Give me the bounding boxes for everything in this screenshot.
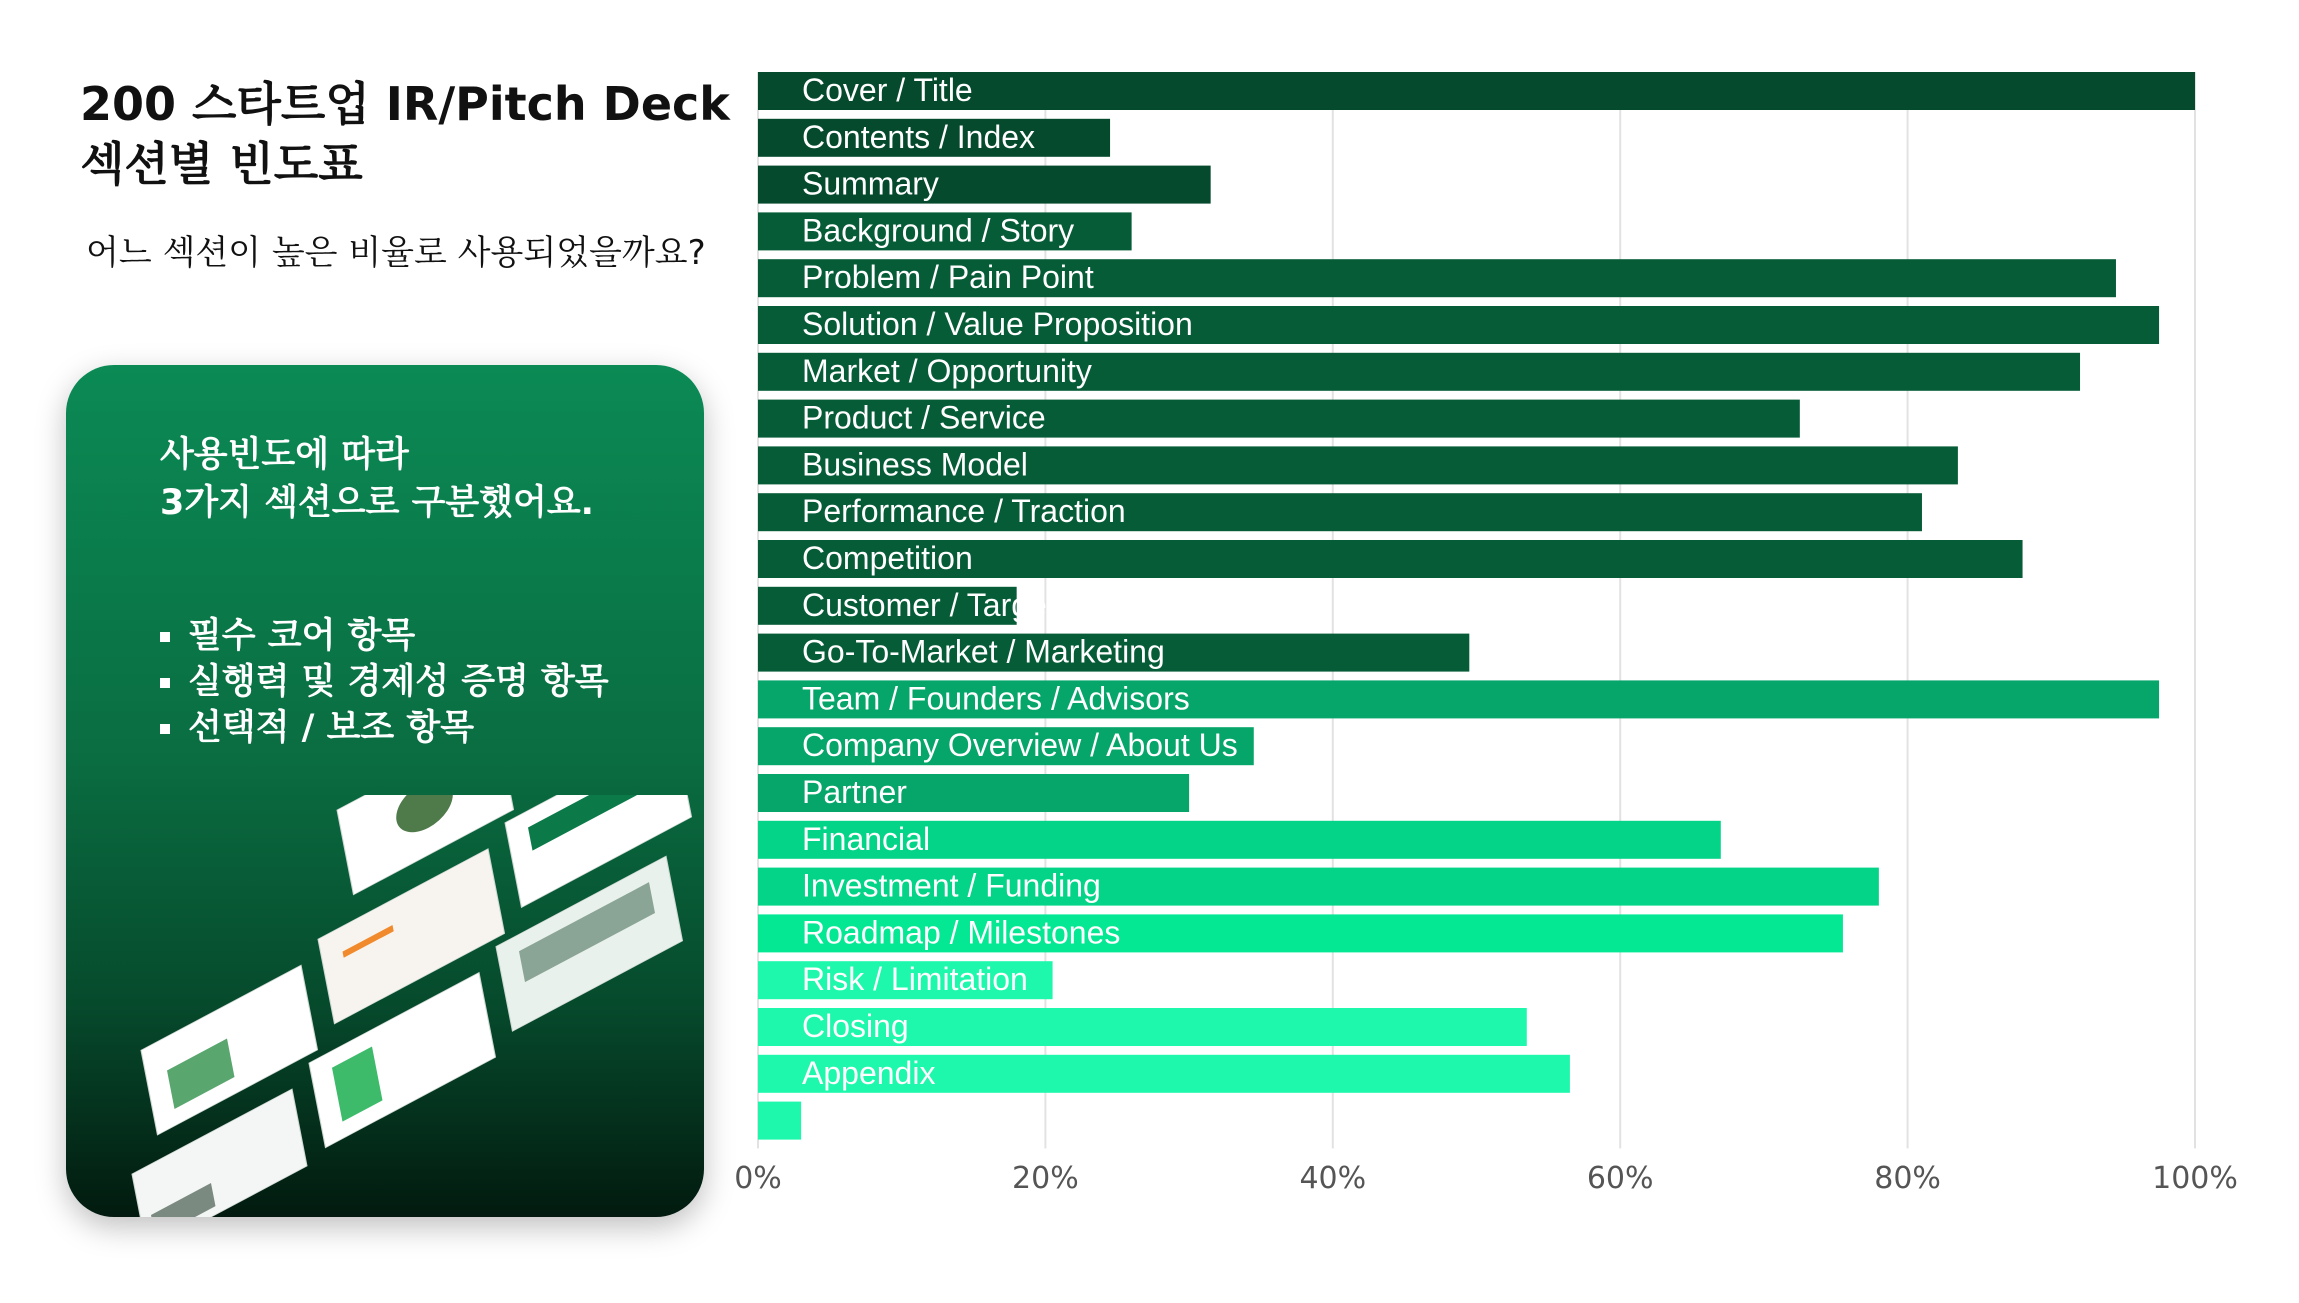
bar-category-label: Company Overview / About Us [802,727,1238,764]
bar-category-label: Problem / Pain Point [802,259,1094,296]
x-tick-label: 100% [2152,1161,2238,1196]
bar-category-label: Solution / Value Proposition [802,306,1193,342]
bar-category-label: Financial [802,820,931,857]
x-tick-label: 40% [1299,1161,1367,1196]
card-heading-line-1: 사용빈도에 따라 [160,435,409,475]
bar-category-label: Cover / Title [802,72,973,108]
bar-category-label: Contents / Index [802,118,1036,155]
list-item-label: 선택적 / 보조 항목 [188,708,475,748]
bar-category-label: Summary [802,165,939,202]
x-tick-label: 80% [1874,1161,1941,1196]
list-item-label: 필수 코어 항목 [188,616,416,656]
bar-category-label: Market / Opportunity [802,352,1092,389]
bar-category-label: Closing [802,1008,909,1044]
bar-category-label: Business Model [802,446,1028,483]
bar-category-label: Investment / Funding [802,867,1101,904]
x-tick-label: 0% [734,1161,782,1196]
bar-category-label: Competition [802,540,973,576]
bar-category-label: Roadmap / Milestones [802,914,1121,951]
bar-category-label: Customer / Target [802,586,1056,623]
bar-category-label: Performance / Traction [802,493,1126,530]
list-item-label: 실행력 및 경제성 증명 항목 [188,662,609,702]
page-subtitle: 어느 섹션이 높은 비율로 사용되었을까요? [86,233,706,273]
bar-category-label: Product / Service [802,399,1046,436]
bar-category-label: Appendix [802,1054,936,1091]
page-title-line-2: 섹션별 빈도표 [80,137,363,191]
bar-category-label: Partner [802,774,907,810]
chart-bars [758,72,2195,1140]
bar-category-label: Risk / Limitation [802,961,1028,998]
chart-x-axis [734,1161,2238,1196]
bar [758,1102,801,1140]
bar-category-label: Team / Founders / Advisors [802,680,1190,717]
page-title-line-1: 200 스타트업 IR/Pitch Deck [80,77,730,131]
bar-category-label: Background / Story [802,212,1075,249]
bar [758,72,2195,110]
x-tick-label: 20% [1012,1161,1079,1196]
bar-category-label: Other [802,1101,883,1138]
card-heading-line-2: 3가지 섹션으로 구분했어요. [160,483,594,523]
bar-category-label: Go-To-Market / Marketing [802,633,1165,670]
x-tick-label: 60% [1586,1161,1654,1196]
